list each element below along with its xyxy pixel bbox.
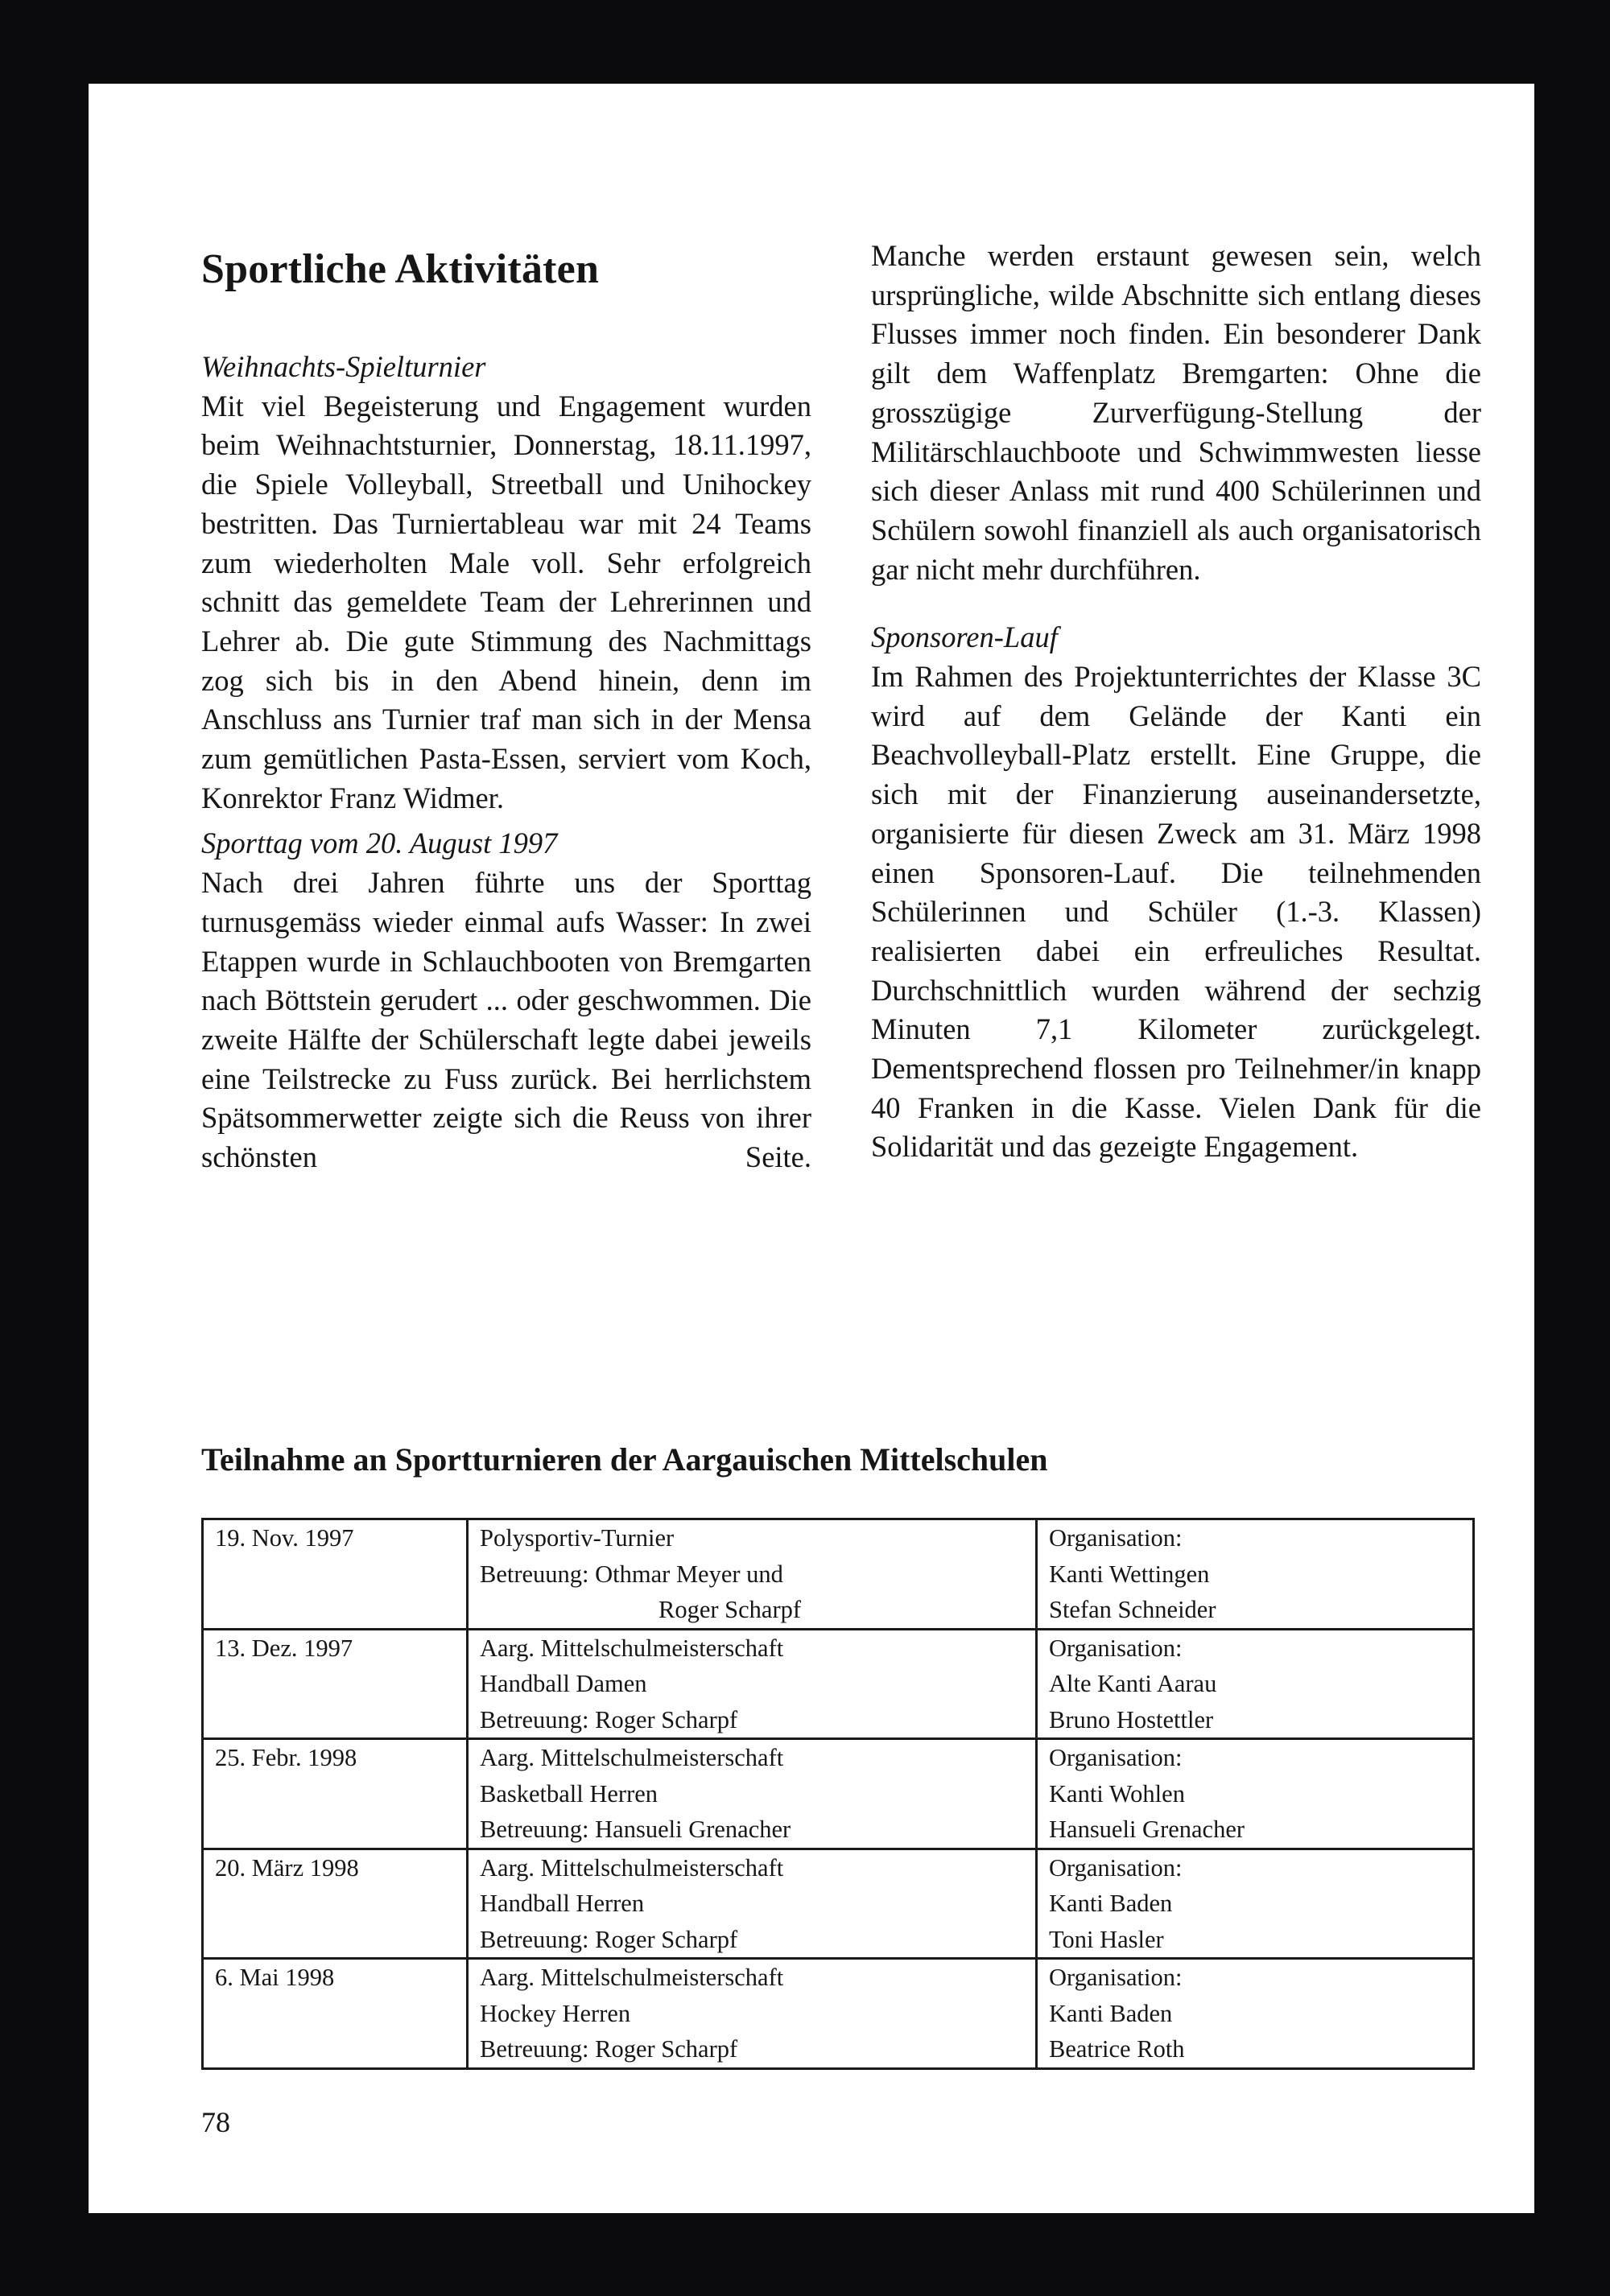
section-heading-sporttag: Sporttag vom 20. August 1997 <box>201 826 558 860</box>
left-column <box>201 241 811 1177</box>
organisation-cell: Organisation: Kanti Wohlen Hansueli Grenacher <box>1037 1739 1474 1849</box>
event-cell: Aarg. Mittelschulmeisterschaft Basketball Herren Betreuung: Hansueli Grenacher <box>468 1739 1037 1849</box>
section-body-weihnachts-spielturnier: Mit viel Begeisterung und Engagement wurden beim Weihnachtsturnier, Donnerstag, 18.11.1997, die Spiele Volleyball, Streetball und Unihockey bestritten. Das Turniertableau war mit 24 Teams zum wiederholten Male voll. Sehr erfolgreich schnitt das gemeldete Team der Lehrerinnen und Lehrer ab. Die gute Stimmung des Nachmittags zog sich bis in den Abend hinein, denn im Anschluss ans Turnier traf man sich in der Mensa zum gemütlichen Pasta-Essen, serviert vom Koch, Konrektor Franz Widmer. <box>201 389 811 814</box>
section-heading-sponsoren-lauf: Sponsoren-Lauf <box>871 620 1058 654</box>
table-row <box>203 1519 1474 1630</box>
section-heading-weihnachts-spielturnier: Weihnachts-Spielturnier <box>201 350 486 383</box>
section-body-sporttag: Nach drei Jahren führte uns der Sporttag turnusgemäss wieder einmal aufs Wasser: In zwei Etappen wurde in Schlauchbooten von Bremgarten nach Böttstein gerudert ... oder geschwommen. Die zweite Hälfte der Schülerschaft legte dabei jeweils eine Teilstrecke zu Fuss zurück. Bei herrlichstem Spätsommerwetter zeigte sich die Reuss von ihrer schönsten Seite. <box>201 866 811 1174</box>
event-cell: Aarg. Mittelschulmeisterschaft Hockey Herren Betreuung: Roger Scharpf <box>468 1959 1037 2069</box>
organisation-cell: Organisation: Kanti Baden Beatrice Roth <box>1037 1959 1474 2069</box>
tournaments-title: Teilnahme an Sportturnieren der Aargauischen Mittelschulen <box>201 1441 1048 1478</box>
date-cell: 20. März 1998 <box>203 1849 468 1959</box>
organisation-cell: Organisation: Alte Kanti Aarau Bruno Hostettler <box>1037 1629 1474 1739</box>
document-page <box>89 84 1534 2213</box>
table-row <box>203 1629 1474 1739</box>
table-row <box>203 1959 1474 2069</box>
section-body-sponsoren-lauf: Im Rahmen des Projektunterrichtes der Klasse 3C wird auf dem Gelände der Kanti ein Beachvolleyball-Platz erstellt. Eine Gruppe, die sich mit der Finanzierung auseinandersetzte, organisierte für diesen Zweck am 31. März 1998 einen Sponsoren-Lauf. Die teilnehmenden Schülerinnen und Schüler (1.-3. Klassen) realisierten dabei ein erfreuliches Resultat. Durchschnittlich wurden während der sechzig Minuten 7,1 Kilometer zurückgelegt. Dementsprechend flossen pro Teilnehmer/in knapp 40 Franken in die Kasse. Vielen Dank für die Solidarität und das gezeigte Engagement. <box>871 660 1481 1164</box>
event-cell: Aarg. Mittelschulmeisterschaft Handball Damen Betreuung: Roger Scharpf <box>468 1629 1037 1739</box>
tournaments-table <box>201 1518 1475 2070</box>
article-title: Sportliche Aktivitäten <box>201 246 600 292</box>
organisation-cell: Organisation: Kanti Wettingen Stefan Schneider <box>1037 1519 1474 1630</box>
date-cell: 25. Febr. 1998 <box>203 1739 468 1849</box>
sporttag-continuation: Manche werden erstaunt gewesen sein, welch ursprüngliche, wilde Abschnitte sich entlang dieses Flusses immer noch finden. Ein besonderer Dank gilt dem Waffenplatz Bremgarten: Ohne die grosszügige Zurverfügung-Stellung der Militärschlauchboote und Schwimmwesten liesse sich dieser Anlass mit rund 400 Schülerinnen und Schülern sowohl finanziell als auch organisatorisch gar nicht mehr durchführen. <box>871 239 1481 586</box>
event-cell: Aarg. Mittelschulmeisterschaft Handball Herren Betreuung: Roger Scharpf <box>468 1849 1037 1959</box>
page-number: 78 <box>201 2106 230 2138</box>
date-cell: 13. Dez. 1997 <box>203 1629 468 1739</box>
event-cell: Polysportiv-Turnier Betreuung: Othmar Meyer und Roger Scharpf <box>468 1519 1037 1630</box>
right-column <box>871 237 1481 1167</box>
date-cell: 6. Mai 1998 <box>203 1959 468 2069</box>
table-row <box>203 1739 1474 1849</box>
table-row <box>203 1849 1474 1959</box>
organisation-cell: Organisation: Kanti Baden Toni Hasler <box>1037 1849 1474 1959</box>
date-cell: 19. Nov. 1997 <box>203 1519 468 1630</box>
